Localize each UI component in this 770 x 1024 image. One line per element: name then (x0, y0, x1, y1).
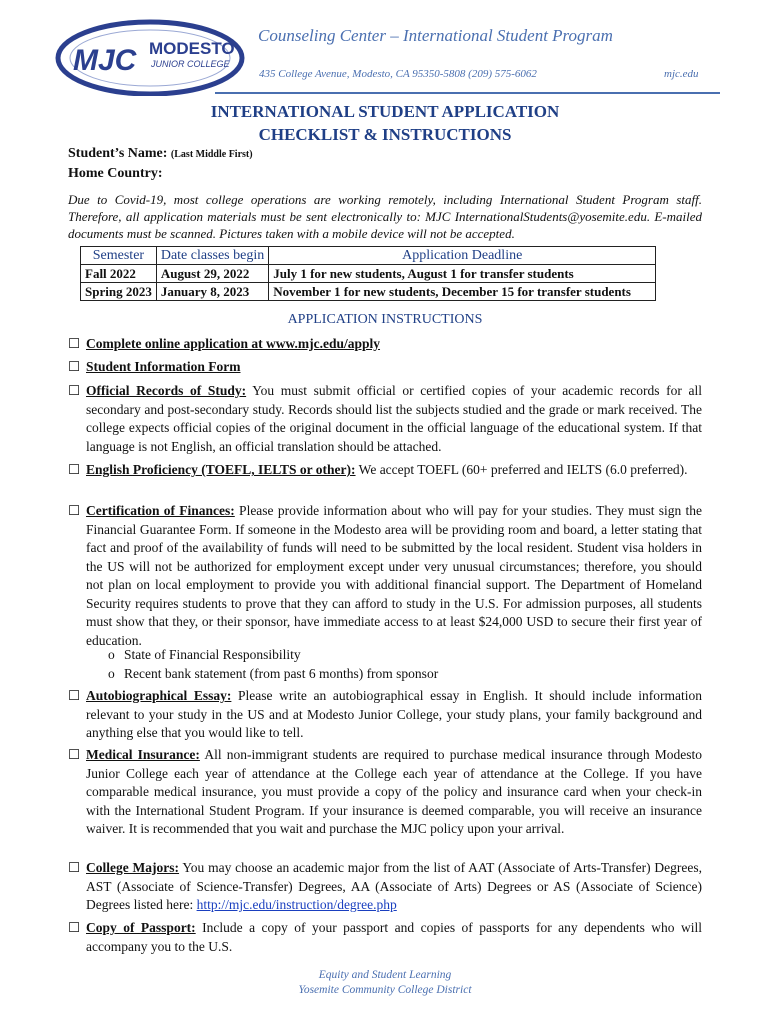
checkbox[interactable]: ☐ (68, 920, 81, 935)
header-title: Counseling Center – International Student Program (258, 26, 613, 45)
col-date-begin: Date classes begin (156, 247, 268, 265)
checkbox[interactable]: ☐ (68, 747, 81, 762)
checkbox[interactable]: ☐ (68, 336, 81, 351)
table-header-row (81, 247, 656, 265)
sub-item-bank-statement (108, 665, 438, 684)
item-body: All non-immigrant students are required to purchase medical insurance through Modesto Junior College each year of attendance at the College each year of attendance at the College. If you have comparable medical insurance, you must provide a copy of the policy and insurance card when your check-in with the International Student Program. If your insurance is deemed comparable, you will receive an insurance waiver. It is recommended that you wait and purchase the MJC policy upon your arrival. (86, 747, 702, 836)
student-name-label-text: Student’s Name: (68, 146, 168, 161)
item-body: Include a copy of your passport and copies of passports for any dependents who will accompany you to the U.S. (86, 920, 703, 954)
mjc-logo (55, 18, 245, 96)
checklist-item-passport (68, 919, 702, 956)
checkbox[interactable]: ☐ (68, 359, 81, 374)
logo-sub: JUNIOR COLLEGE (151, 59, 230, 69)
item-text: Student Information Form (86, 359, 241, 374)
item-heading: Official Records of Study: (86, 383, 247, 398)
checkbox[interactable]: ☐ (68, 383, 81, 398)
instructions-heading: APPLICATION INSTRUCTIONS (287, 312, 483, 327)
header-divider (215, 92, 720, 94)
degree-link[interactable]: http://mjc.edu/instruction/degree.php (196, 897, 397, 912)
item-body: You must submit official or certified copies of your academic records for all secondary and post-secondary study. Records should list the subjects studied and the grade or mark received. The college expects official copies of the original document in the official language of the educational system. If that language is not English, an official translation should be attached. (86, 383, 702, 454)
student-name-hint: (Last Middle First) (170, 149, 253, 160)
cell: July 1 for new students, August 1 for transfer students (269, 265, 656, 283)
page-title-line1: INTERNATIONAL STUDENT APPLICATION (210, 102, 560, 121)
checklist-item-finances (68, 502, 702, 650)
cell: August 29, 2022 (156, 265, 268, 283)
item-text: Complete online application at www.mjc.edu/apply (86, 336, 381, 351)
footer-line1: Equity and Student Learning (318, 969, 452, 981)
item-heading: Certification of Finances: (86, 503, 235, 518)
checklist-item-online-application (68, 335, 702, 354)
checkbox[interactable]: ☐ (68, 688, 81, 703)
page-title-line2: CHECKLIST & INSTRUCTIONS (258, 125, 512, 144)
header-address: 435 College Avenue, Modesto, CA 95350-5808 (209) 575-6062 (259, 68, 537, 80)
cell: Fall 2022 (81, 265, 157, 283)
checklist-item-insurance (68, 746, 702, 839)
col-semester: Semester (81, 247, 157, 265)
footer-line2: Yosemite Community College District (298, 984, 472, 996)
table-row (81, 283, 656, 301)
sub-item-financial-responsibility (108, 646, 301, 665)
table-row (81, 265, 656, 283)
item-heading: English Proficiency (TOEFL, IELTS or other): (86, 462, 356, 477)
checklist-item-records (68, 382, 702, 456)
checklist-item-english (68, 461, 702, 480)
student-name-label (68, 146, 253, 162)
checkbox[interactable]: ☐ (68, 860, 81, 875)
checklist-item-essay (68, 687, 702, 743)
cell: January 8, 2023 (156, 283, 268, 301)
cell: November 1 for new students, December 15 for transfer students (269, 283, 656, 301)
deadline-table (80, 246, 656, 301)
checkbox[interactable]: ☐ (68, 462, 81, 477)
checklist-item-student-info (68, 358, 702, 377)
checkbox[interactable]: ☐ (68, 503, 81, 518)
cell: Spring 2023 (81, 283, 157, 301)
bullet-icon: o (108, 647, 115, 662)
item-body: Please write an autobiographical essay in English. It should include information relevant to your study in the US and at Modesto Junior College, your study plans, your family background and anything else that you would like to tell. (86, 688, 702, 740)
item-body: You may choose an academic major from the list of AAT (Associate of Arts-Transfer) Degrees, AST (Associate of Science-Transfer) Degrees, AA (Associate of Arts) Degrees or AS (Associate of Science) Degrees listed here: (86, 860, 702, 912)
covid-notice: Due to Covid-19, most college operations are working remotely, including International Student Program staff. Therefore, all application materials must be sent electronically to: MJC InternationalStudents@yosemite.edu. E-mailed documents must be scanned. Pictures taken with a mobile device will not be accepted. (68, 192, 702, 241)
item-body: We accept TOEFL (60+ preferred and IELTS (6.0 preferred). (355, 462, 688, 477)
col-deadline: Application Deadline (269, 247, 656, 265)
item-body: Please provide information about who will pay for your studies. They must sign the Financial Guarantee Form. If someone in the Modesto area will be providing room and board, a letter stating that fact and proof of the availability of funds will need to be submitted by the local resident. Student visa holders in the US will not be authorized for employment except under very unusual circumstances; therefore, you should not plan on local employment to provide you with additional financial support. The Department of Homeland Security requires students to prove that they can afford to study in the U.S. For admission purposes, all students must show that they, or their sponsor, have immediate access to at least $24,000 USD to secure their first year of education. (86, 503, 702, 648)
logo-mark: MJC (73, 44, 137, 77)
bullet-icon: o (108, 666, 115, 681)
item-heading: Medical Insurance: (86, 747, 200, 762)
item-heading: Autobiographical Essay: (86, 688, 232, 703)
checklist-item-majors (68, 859, 702, 915)
item-heading: College Majors: (86, 860, 180, 875)
sub-item-text: State of Financial Responsibility (124, 647, 301, 662)
header-website: mjc.edu (664, 68, 699, 80)
logo-name: MODESTO (149, 39, 235, 58)
home-country-label: Home Country: (68, 166, 163, 181)
item-heading: Copy of Passport: (86, 920, 196, 935)
sub-item-text: Recent bank statement (from past 6 months) from sponsor (124, 666, 439, 681)
